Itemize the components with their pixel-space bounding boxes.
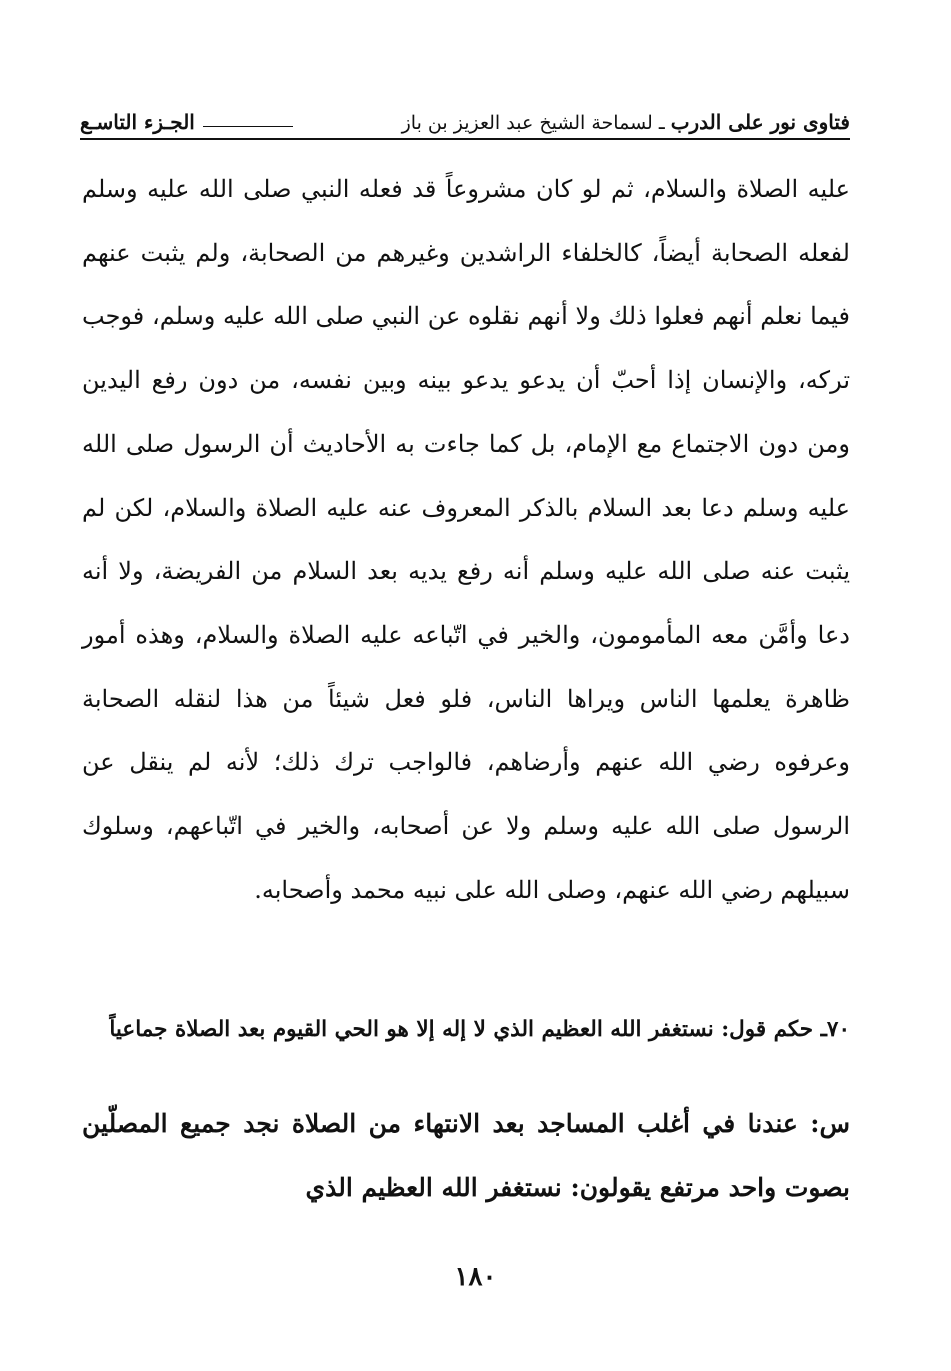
book-author: لسماحة الشيخ عبد العزيز بن باز: [401, 112, 653, 134]
question-block: [82, 1092, 850, 1220]
running-header: [80, 96, 850, 140]
header-separator: ـ: [658, 110, 665, 134]
header-part-group: [80, 110, 301, 134]
header-title-group: [402, 110, 850, 134]
page-number: ١٨٠: [454, 1262, 497, 1292]
book-title: فتاوى نور على الدرب: [670, 110, 850, 134]
section-heading: ٧٠ـ حكم قول: نستغفر الله العظيم الذي لا إله إلا هو الحي القيوم بعد الصلاة جماعياً: [109, 1017, 850, 1042]
body-paragraph: عليه الصلاة والسلام، ثم لو كان مشروعاً قد فعله النبي صلى الله عليه وسلم لفعله الصحابة أيضاً، كالخلفاء الراشدين وغيرهم من الصحابة، ولم يثبت عنهم فيما نعلم أنهم فعلوا ذلك ولا أنهم نقلوه عن النبي صلى الله عليه وسلم، فوجب تركه، والإنسان إذا أحبّ أن يدعو يدعو بينه وبين نفسه، من دون رفع اليدين ومن دون الاجتماع مع الإمام، بل كما جاءت به الأحاديث أن الرسول صلى الله عليه وسلم دعا بعد السلام بالذكر المعروف عنه عليه الصلاة والسلام، لكن لم يثبت عنه صلى الله عليه وسلم أنه رفع يديه بعد السلام من الفريضة، ولا أنه دعا وأمَّن معه المأمومون، والخير في اتّباعه عليه الصلاة والسلام، وهذه أمور ظاهرة يعلمها الناس ويراها الناس، فلو فعل شيئاً من هذا لنقله الصحابة وعرفوه رضي الله عنهم وأرضاهم، فالواجب ترك ذلك؛ لأنه لم ينقل عن الرسول صلى الله عليه وسلم ولا عن أصحابه، والخير في اتّباعهم، وسلوك سبيلهم رضي الله عنهم، وصلى الله على نبيه محمد وأصحابه.: [82, 175, 850, 904]
body-paragraph-block: [82, 158, 850, 922]
question-text: س: عندنا في أغلب المساجد بعد الانتهاء من الصلاة نجد جميع المصلّين بصوت واحد مرتفع يقولون: نستغفر الله العظيم الذي: [82, 1109, 850, 1202]
volume-part: الجـزء التاسـع: [80, 110, 195, 134]
header-rule-line: [203, 126, 293, 127]
